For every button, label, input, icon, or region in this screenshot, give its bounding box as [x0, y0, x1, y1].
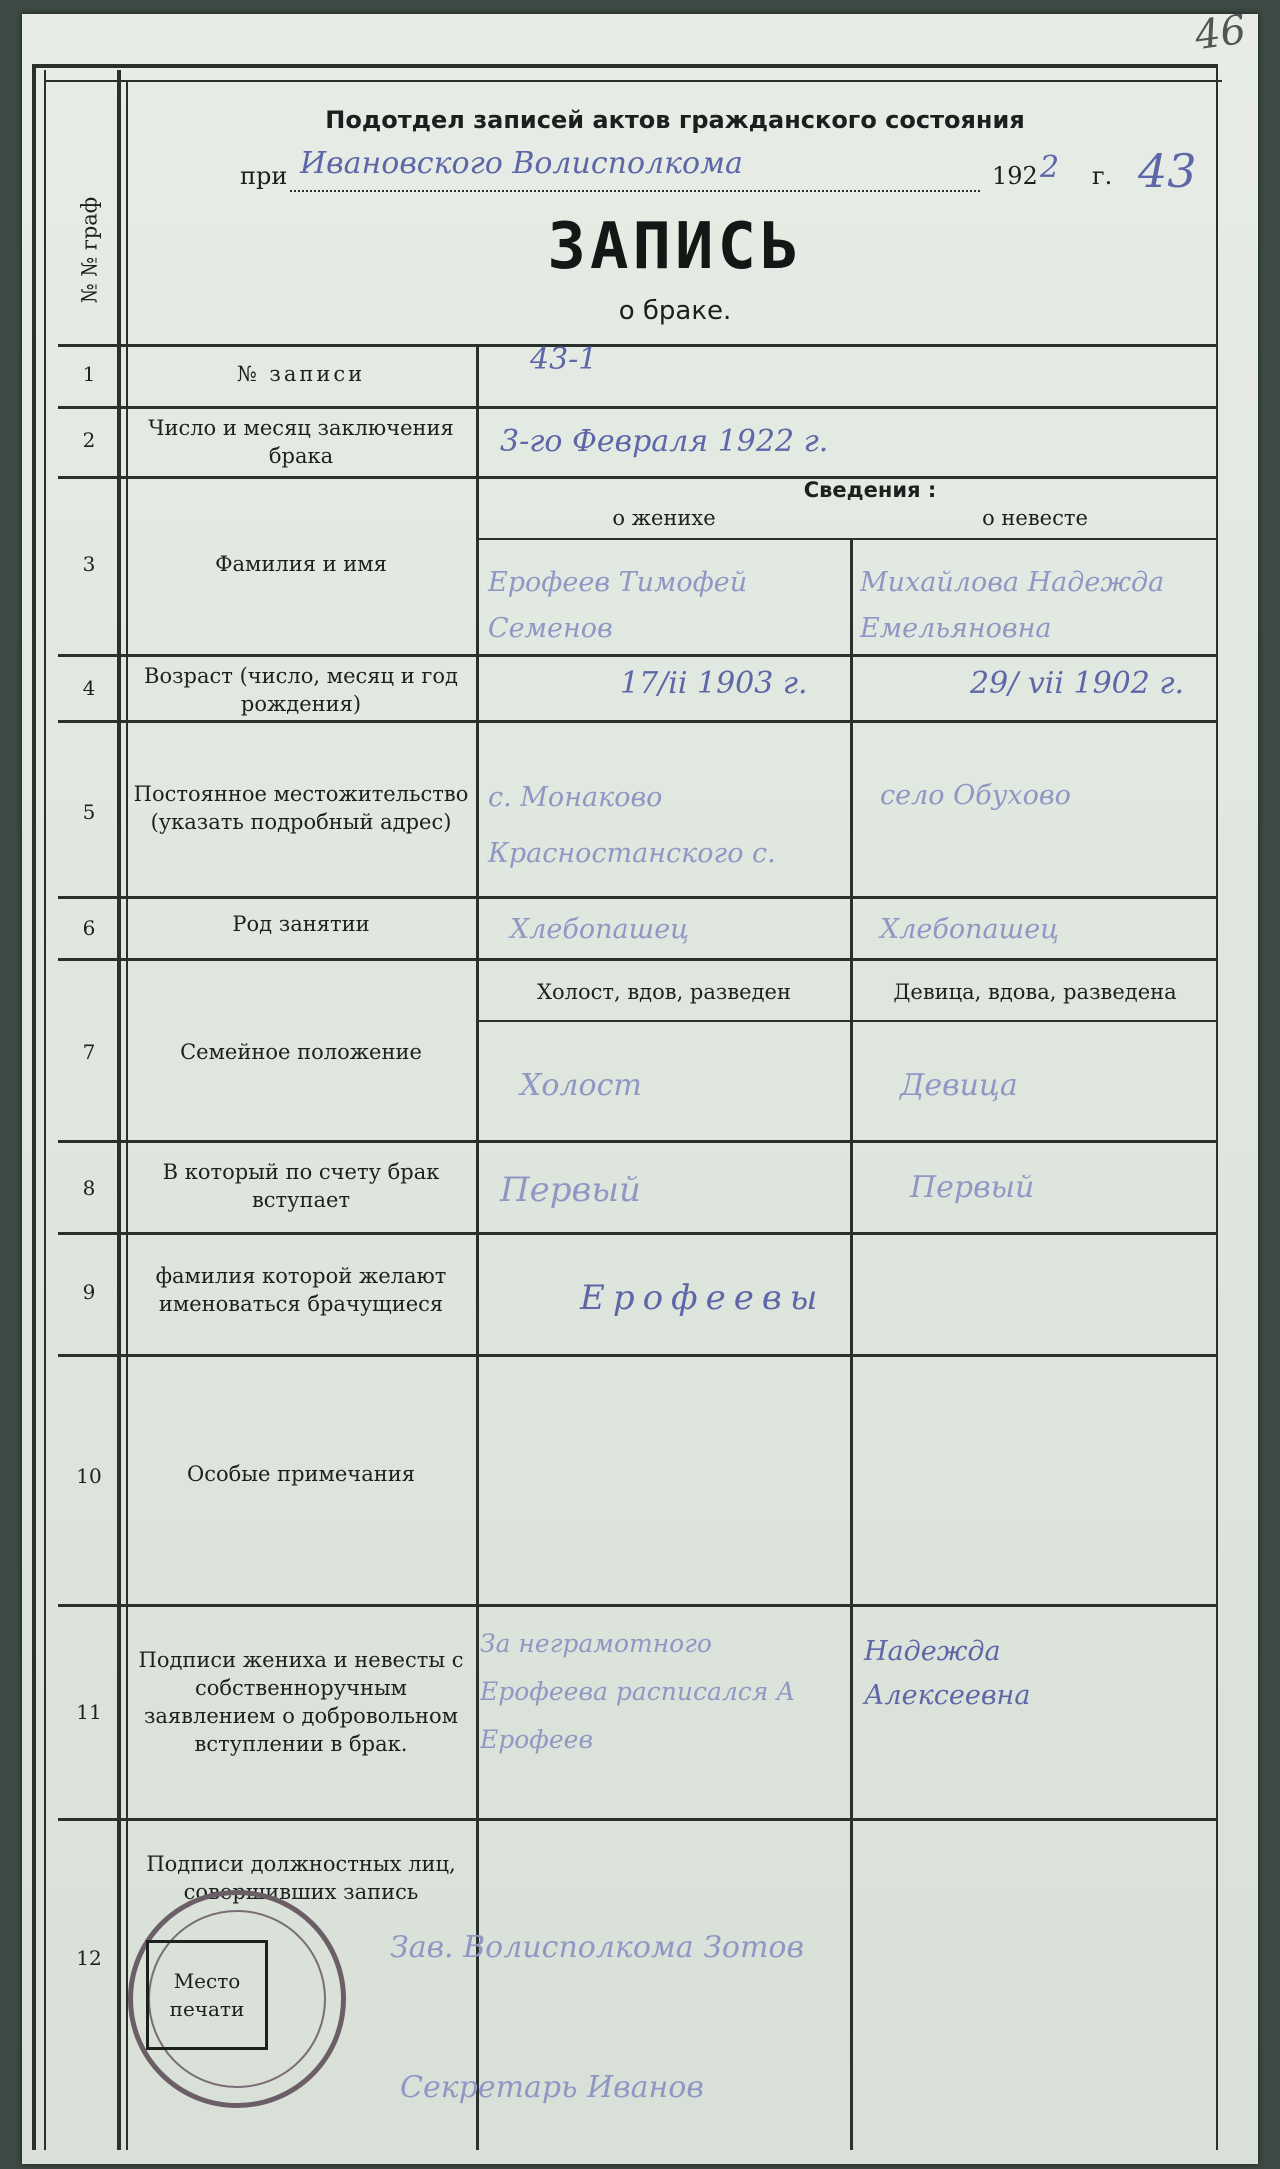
- row-number: 1: [82, 362, 96, 386]
- groom-marital-status: Холост: [520, 1068, 642, 1103]
- groom-marriage-count: Первый: [500, 1170, 641, 1210]
- bride-occupation: Хлебопашец: [880, 914, 1060, 945]
- pri-underline: [290, 188, 980, 192]
- bride-marital-status: Девица: [900, 1068, 1018, 1103]
- row-label: фамилия которой желают именоваться брачущиеся: [155, 1264, 447, 1316]
- year-label: 192: [992, 162, 1038, 190]
- registry-office-title: Подотдел записей актов гражданского состояния: [325, 106, 1025, 134]
- row-number: 2: [82, 428, 96, 452]
- row-label: Подписи должностных лиц, совершивших запись: [146, 1852, 456, 1904]
- groom-header: о женихе: [612, 506, 716, 530]
- corner-mark: 43: [1138, 144, 1197, 198]
- official-signature-1: Зав. Волисполкома Зотов: [390, 1930, 804, 1965]
- row-label: Возраст (число, месяц и год рождения): [144, 664, 458, 716]
- stamp-place-box: [146, 1940, 268, 2050]
- bride-name: Михайлова Надежда Емельяновна: [860, 567, 1165, 644]
- row-label: Фамилия и имя: [215, 552, 387, 576]
- page-number: 46: [1192, 6, 1249, 60]
- bride-birthdate: 29/ vii 1902 г.: [970, 666, 1185, 701]
- bride-marriage-count: Первый: [910, 1170, 1035, 1205]
- info-header: Сведения :: [803, 478, 937, 502]
- row-number: 11: [76, 1700, 102, 1724]
- row-number: 3: [82, 552, 96, 576]
- row-label: Особые примечания: [187, 1462, 415, 1486]
- row-number: 5: [82, 800, 96, 824]
- row-label: Постоянное местожительство (указать подробный адрес): [133, 782, 469, 834]
- row-number: 6: [82, 916, 96, 940]
- record-number-value: 43-1: [530, 342, 598, 377]
- bride-header: о невесте: [982, 506, 1088, 530]
- groom-signature: За неграмотного Ерофеева расписался А Ерофеев: [480, 1629, 796, 1754]
- row-label: Подписи жениха и невесты с собственноручным заявлением о добровольном вступлении в брак.: [138, 1648, 464, 1756]
- bride-residence: село Обухово: [880, 780, 1071, 811]
- stamp-label-line1: Место: [173, 1969, 241, 1993]
- graf-column-label: № № граф: [77, 196, 101, 304]
- groom-birthdate: 17/ii 1903 г.: [620, 666, 808, 701]
- row-number: 8: [82, 1176, 96, 1200]
- marriage-date-value: 3-го Февраля 1922 г.: [500, 424, 829, 459]
- row-number: 9: [82, 1280, 96, 1304]
- groom-occupation: Хлебопашец: [510, 914, 690, 945]
- row-label: Семейное положение: [180, 1040, 422, 1064]
- row-number: 12: [76, 1946, 102, 1970]
- official-signature-2: Секретарь Иванов: [400, 2070, 704, 2105]
- row-label: Род занятии: [232, 912, 370, 936]
- bride-signature: Надежда Алексеевна: [864, 1636, 1031, 1711]
- bride-status-header: Девица, вдова, разведена: [893, 980, 1177, 1004]
- year-digit: 2: [1040, 150, 1060, 185]
- pri-label: при: [240, 162, 288, 190]
- year-suffix: г.: [1092, 162, 1113, 190]
- stamp-label-line2: печати: [169, 1997, 245, 2021]
- chosen-surname: Ерофеевы: [580, 1278, 826, 1318]
- pri-value: Ивановского Волисполкома: [300, 146, 743, 181]
- row-label: В который по счету брак вступает: [162, 1160, 440, 1212]
- document-subtitle: о браке.: [618, 296, 732, 326]
- row-label: № записи: [236, 362, 366, 386]
- row-label: Число и месяц заключения брака: [148, 416, 454, 468]
- row-number: 10: [76, 1464, 102, 1488]
- groom-status-header: Холост, вдов, разведен: [537, 980, 791, 1004]
- groom-name: Ерофеев Тимофей Семенов: [488, 567, 748, 644]
- row-number: 4: [82, 676, 96, 700]
- document-title: ЗАПИСЬ: [547, 210, 803, 284]
- row-number: 7: [82, 1040, 96, 1064]
- groom-residence: с. Монаково Красностанского с.: [488, 782, 776, 869]
